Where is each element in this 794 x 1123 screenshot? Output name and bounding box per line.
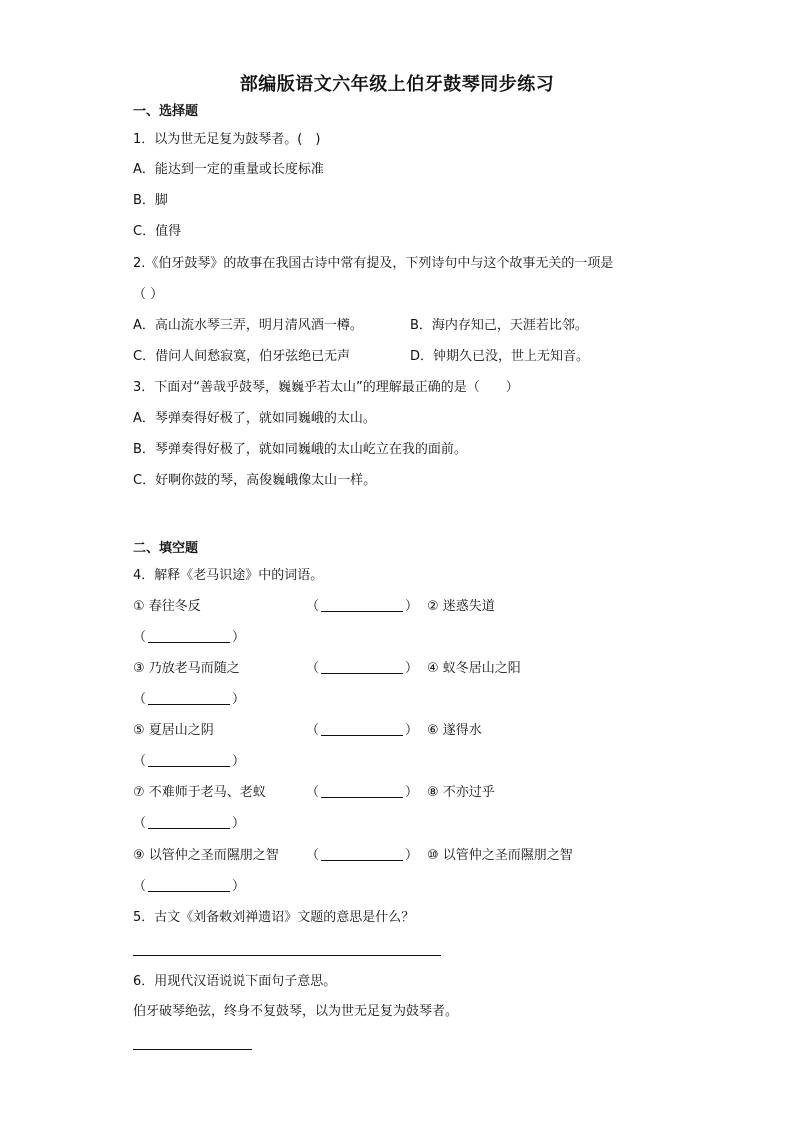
paren-open: （ bbox=[306, 723, 320, 738]
q4-item-right: ⑥ 遂得水 bbox=[427, 723, 482, 738]
q4-item-left: ⑨ 以管仲之圣而隰朋之智 bbox=[133, 848, 279, 863]
paren-close: ） bbox=[405, 785, 419, 800]
paren-open: （ bbox=[306, 661, 320, 676]
question-2-stem-cont: （ ） bbox=[133, 287, 164, 302]
question-2-option-c: C．借问人间愁寂寞，伯牙弦绝已无声 bbox=[133, 349, 351, 364]
page-title: 部编版语文六年级上伯牙鼓琴同步练习 bbox=[239, 74, 555, 95]
section-heading-fill: 二、填空题 bbox=[133, 541, 199, 556]
paren-close: ） bbox=[405, 661, 419, 676]
q4-answer-blank[interactable] bbox=[133, 691, 245, 709]
question-2-stem: 2.《伯牙鼓琴》的故事在我国古诗中常有提及，下列诗句中与这个故事无关的一项是 bbox=[133, 256, 614, 271]
q4-answer-blank[interactable] bbox=[306, 847, 418, 865]
question-2-option-d: D．钟期久已没，世上无知音。 bbox=[410, 349, 590, 364]
paren-close: ） bbox=[232, 630, 246, 645]
blank-line bbox=[148, 629, 230, 643]
question-2-option-b: B．海内存知己，天涯若比邻。 bbox=[410, 318, 588, 333]
blank-line bbox=[148, 691, 230, 705]
question-2-option-a: A．高山流水琴三弄，明月清风酒一樽。 bbox=[133, 318, 363, 333]
question-1-option-b: B．脚 bbox=[133, 193, 168, 208]
q4-item-left: ① 春往冬反 bbox=[133, 599, 201, 614]
q4-answer-blank[interactable] bbox=[133, 753, 245, 771]
paren-open: （ bbox=[133, 754, 147, 769]
q5-answer-line[interactable] bbox=[133, 955, 441, 956]
question-4-stem: 4．解释《老马识途》中的词语。 bbox=[133, 568, 324, 583]
q4-answer-blank[interactable] bbox=[306, 784, 418, 802]
paren-close: ） bbox=[232, 879, 246, 894]
blank-line bbox=[148, 753, 230, 767]
q4-item-left: ⑤ 夏居山之阴 bbox=[133, 723, 214, 738]
q4-item-left: ③ 乃放老马而随之 bbox=[133, 661, 240, 676]
blank-line bbox=[321, 660, 403, 674]
q4-answer-blank[interactable] bbox=[133, 815, 245, 833]
paren-open: （ bbox=[306, 848, 320, 863]
question-3-stem: 3．下面对“善哉乎鼓琴，巍巍乎若太山”的理解最正确的是（ ） bbox=[133, 380, 519, 395]
paren-close: ） bbox=[405, 848, 419, 863]
blank-line bbox=[321, 847, 403, 861]
blank-line bbox=[321, 722, 403, 736]
paren-close: ） bbox=[405, 723, 419, 738]
section-heading-choice: 一、选择题 bbox=[133, 104, 199, 119]
q4-item-right: ⑩ 以管仲之圣而隰朋之智 bbox=[427, 848, 573, 863]
q4-answer-blank[interactable] bbox=[306, 660, 418, 678]
blank-line bbox=[148, 815, 230, 829]
question-6-sentence: 伯牙破琴绝弦，终身不复鼓琴，以为世无足复为鼓琴者。 bbox=[133, 1004, 459, 1019]
q4-answer-blank[interactable] bbox=[306, 598, 418, 616]
paren-close: ） bbox=[232, 816, 246, 831]
paren-close: ） bbox=[232, 692, 246, 707]
paren-close: ） bbox=[405, 599, 419, 614]
q4-answer-blank[interactable] bbox=[306, 722, 418, 740]
blank-line bbox=[148, 878, 230, 892]
question-1-option-c: C．值得 bbox=[133, 224, 182, 239]
question-1-option-a: A．能达到一定的重量或长度标准 bbox=[133, 162, 324, 177]
q4-answer-blank[interactable] bbox=[133, 629, 245, 647]
paren-open: （ bbox=[133, 630, 147, 645]
q4-item-right: ② 迷惑失道 bbox=[427, 599, 495, 614]
blank-line bbox=[321, 784, 403, 798]
question-1-stem: 1．以为世无足复为鼓琴者。( ) bbox=[133, 132, 321, 147]
paren-open: （ bbox=[306, 785, 320, 800]
question-3-option-c: C．好啊你鼓的琴，高俊巍峨像太山一样。 bbox=[133, 473, 377, 488]
paren-close: ） bbox=[232, 754, 246, 769]
q4-answer-blank[interactable] bbox=[133, 878, 245, 896]
paren-open: （ bbox=[306, 599, 320, 614]
paren-open: （ bbox=[133, 692, 147, 707]
paren-open: （ bbox=[133, 816, 147, 831]
blank-line bbox=[321, 598, 403, 612]
q4-item-left: ⑦ 不难师于老马、老蚁 bbox=[133, 785, 266, 800]
paren-open: （ bbox=[133, 879, 147, 894]
question-3-option-b: B．琴弹奏得好极了，就如同巍峨的太山屹立在我的面前。 bbox=[133, 442, 467, 457]
q4-item-right: ⑧ 不亦过乎 bbox=[427, 785, 495, 800]
q6-answer-line[interactable] bbox=[133, 1049, 252, 1050]
q4-item-right: ④ 蚁冬居山之阳 bbox=[427, 661, 521, 676]
question-6-stem: 6．用现代汉语说说下面句子意思。 bbox=[133, 974, 337, 989]
question-5-stem: 5．古文《刘备敕刘禅遗诏》文题的意思是什么？ bbox=[133, 910, 415, 925]
question-3-option-a: A．琴弹奏得好极了，就如同巍峨的太山。 bbox=[133, 411, 376, 426]
